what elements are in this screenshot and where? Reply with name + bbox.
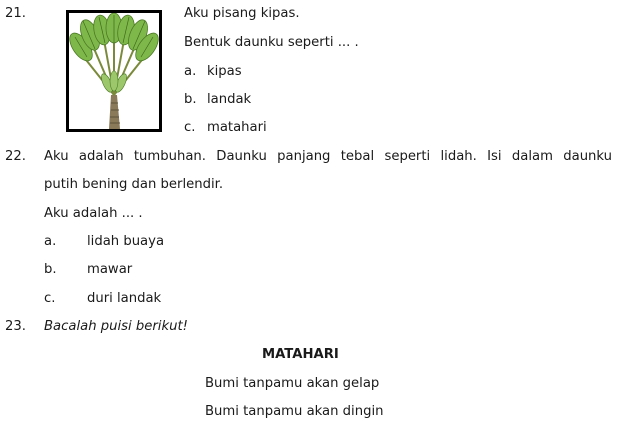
question-22-number: 22. (5, 149, 26, 164)
question-22-prompt: Aku adalah ... . (44, 206, 143, 221)
q21-option-a-letter: a. (184, 64, 197, 79)
q21-option-c-text: matahari (207, 120, 267, 135)
q22-option-a-letter: a. (44, 234, 57, 249)
poem-line-2: Bumi tanpamu akan dingin (205, 404, 384, 419)
question-21-prompt: Bentuk daunku seperti ... . (184, 35, 359, 50)
question-22-line-1: Aku adalah tumbuhan. Daunku panjang tebal seperti lidah. Isi dalam daunku (44, 149, 612, 164)
fan-palm-image (66, 10, 162, 132)
q22-option-a-text: lidah buaya (87, 234, 165, 249)
q22-option-b-letter: b. (44, 262, 57, 277)
question-21-number: 21. (5, 6, 26, 21)
q21-option-a-text: kipas (207, 64, 242, 79)
question-21-statement: Aku pisang kipas. (184, 6, 300, 21)
q22-option-b-text: mawar (87, 262, 133, 277)
q22-option-c-letter: c. (44, 291, 56, 306)
q21-option-b-text: landak (207, 92, 252, 107)
traveller-palm-illustration (69, 13, 159, 129)
q22-option-c-text: duri landak (87, 291, 162, 306)
q21-option-b-letter: b. (184, 92, 197, 107)
question-23-number: 23. (5, 319, 26, 334)
question-22-line-2: putih bening dan berlendir. (44, 177, 224, 192)
poem-line-1: Bumi tanpamu akan gelap (205, 376, 380, 391)
q21-option-c-letter: c. (184, 120, 196, 135)
poem-title: MATAHARI (262, 347, 339, 362)
question-23-instruction: Bacalah puisi berikut! (44, 319, 188, 334)
